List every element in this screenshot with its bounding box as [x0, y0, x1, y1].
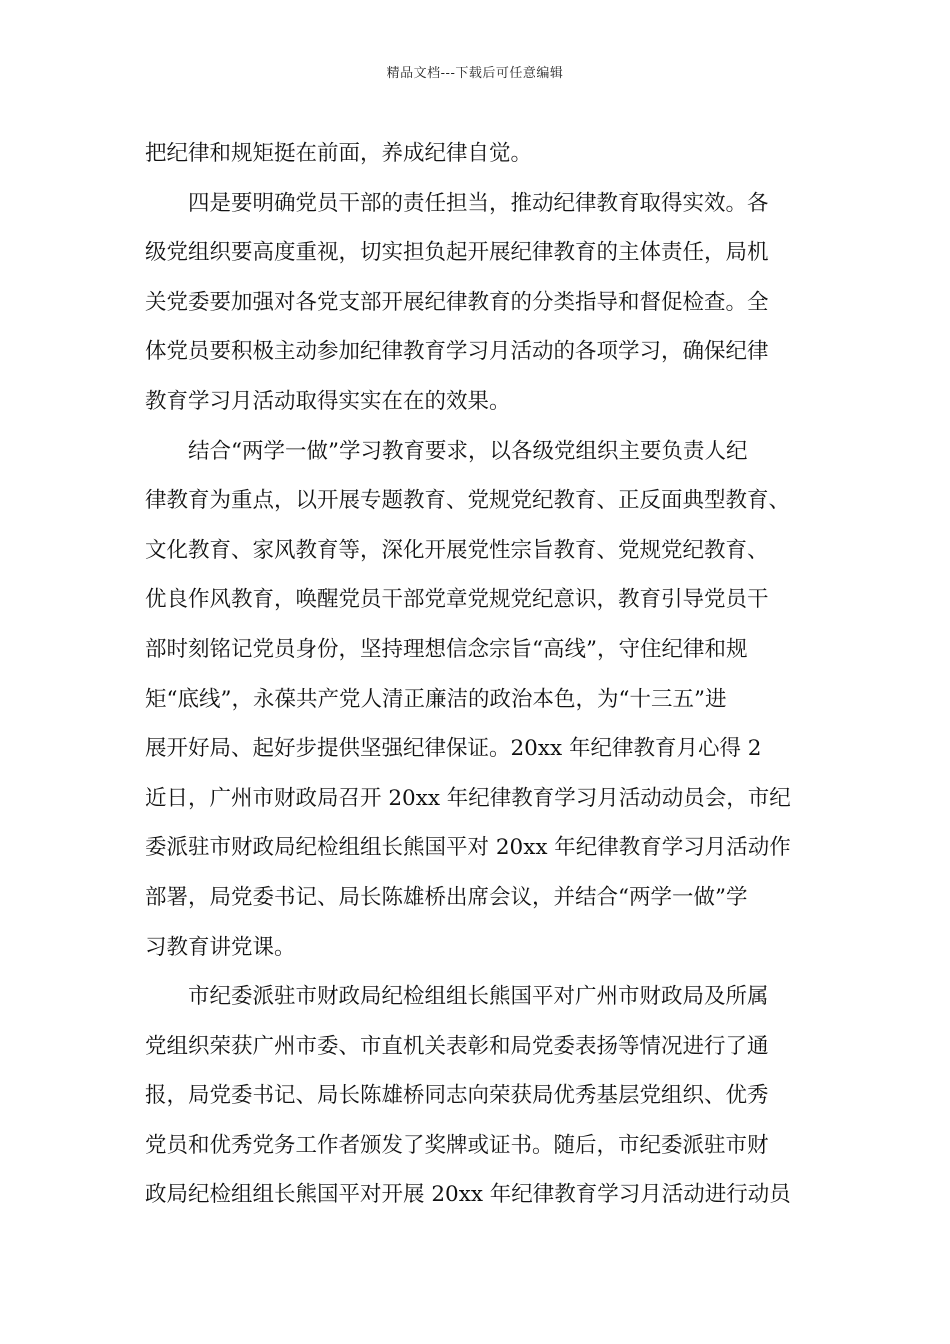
- text-line: 教育学习月活动取得实实在在的效果。: [145, 388, 511, 414]
- text-line: 部署，局党委书记、局长陈雄桥出席会议，并结合“两学一做”学: [145, 884, 748, 910]
- text-line: 文化教育、家风教育等，深化开展党性宗旨教育、党规党纪教育、: [145, 537, 769, 563]
- text-line: 委派驻市财政局纪检组组长熊国平对 20xx 年纪律教育学习月活动作: [145, 835, 791, 861]
- text-line: 党组织荣获广州市委、市直机关表彰和局党委表扬等情况进行了通: [145, 1033, 769, 1059]
- paragraph-start-line: 结合“两学一做”学习教育要求，以各级党组织主要负责人纪: [188, 438, 748, 464]
- text-line: 优良作风教育，唤醒党员干部党章党规党纪意识，教育引导党员干: [145, 587, 769, 613]
- document-body: [145, 129, 825, 1220]
- text-line: 政局纪检组组长熊国平对开展 20xx 年纪律教育学习月活动进行动员: [145, 1182, 791, 1208]
- text-line: 关党委要加强对各党支部开展纪律教育的分类指导和督促检查。全: [145, 289, 769, 315]
- text-line: 矩“底线”，永葆共产党人清正廉洁的政治本色，为“十三五”进: [145, 686, 727, 712]
- text-line: 党员和优秀党务工作者颁发了奖牌或证书。随后，市纪委派驻市财: [145, 1132, 769, 1158]
- text-line: 级党组织要高度重视，切实担负起开展纪律教育的主体责任，局机: [145, 240, 769, 266]
- text-line: 律教育为重点，以开展专题教育、党规党纪教育、正反面典型教育、: [145, 488, 791, 514]
- text-line: 部时刻铭记党员身份，坚持理想信念宗旨“高线”，守住纪律和规: [145, 636, 748, 662]
- page-header: 精品文档---下载后可任意编辑: [386, 66, 564, 81]
- text-line: 习教育讲党课。: [145, 934, 296, 960]
- paragraph-start-line: 四是要明确党员干部的责任担当，推动纪律教育取得实效。各: [188, 190, 769, 216]
- paragraph-start-line: 市纪委派驻市财政局纪检组组长熊国平对广州市财政局及所属: [188, 984, 769, 1010]
- text-line: 展开好局、起好步提供坚强纪律保证。20xx 年纪律教育月心得 2: [145, 736, 762, 762]
- text-line: 体党员要积极主动参加纪律教育学习月活动的各项学习，确保纪律: [145, 339, 769, 365]
- text-line: 把纪律和规矩挺在前面，养成纪律自觉。: [145, 141, 533, 166]
- text-line: 近日，广州市财政局召开 20xx 年纪律教育学习月活动动员会，市纪: [145, 785, 791, 811]
- text-line: 报，局党委书记、局长陈雄桥同志向荣获局优秀基层党组织、优秀: [145, 1083, 769, 1109]
